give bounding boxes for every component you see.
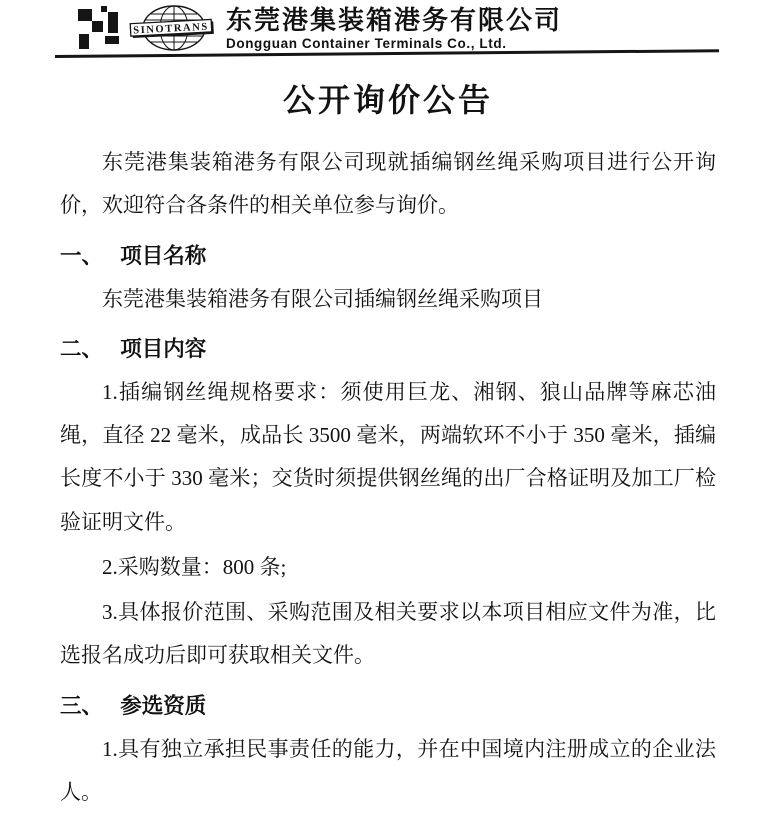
section-title: 参选资质 <box>120 693 207 718</box>
sinotrans-squares-icon <box>78 6 124 52</box>
sinotrans-globe-icon <box>128 4 216 54</box>
section-heading-1 <box>60 241 716 271</box>
section-3-paragraph: 1.具有独立承担民事责任的能力，并在中国境内注册成立的企业法人。 <box>60 736 716 805</box>
section-numeral: 一、 <box>60 243 104 268</box>
section-2-paragraph-2: 2.采购数量：800 条; <box>102 554 287 579</box>
company-name-en: Dongguan Container Terminals Co., Ltd. <box>226 35 507 51</box>
logo-banner-text: SINOTRANS <box>132 21 210 37</box>
section-numeral: 三、 <box>60 693 104 718</box>
company-name-block <box>226 7 562 50</box>
letterhead <box>0 0 772 53</box>
section-heading-3 <box>60 691 716 721</box>
section-title: 项目名称 <box>120 243 207 268</box>
section-1-paragraph: 东莞港集装箱港务有限公司插编钢丝绳采购项目 <box>102 286 543 311</box>
section-2-paragraph-1: 1.插编钢丝绳规格要求：须使用巨龙、湘钢、狼山品牌等麻芯油绳，直径 22 毫米，成品长 3500 毫米，两端软环不小于 350 毫米，插编长度不小于 330 毫米；交货时须提供钢丝绳的出厂合格证明及加工厂检验证明文件。 <box>60 379 716 534</box>
company-name-cn: 东莞港集装箱港务有限公司 <box>226 5 563 36</box>
section-heading-2 <box>60 334 716 364</box>
document-title: 公开询价公告 <box>282 82 493 118</box>
section-title: 项目内容 <box>120 336 207 361</box>
intro-paragraph: 东莞港集装箱港务有限公司现就插编钢丝绳采购项目进行公开询价，欢迎符合各条件的相关单位参与询价。 <box>60 150 716 218</box>
section-numeral: 二、 <box>60 336 104 361</box>
document-body <box>0 75 772 814</box>
section-2-paragraph-3: 3.具体报价范围、采购范围及相关要求以本项目相应文件为准，比选报名成功后即可获取相关文件。 <box>60 600 716 668</box>
